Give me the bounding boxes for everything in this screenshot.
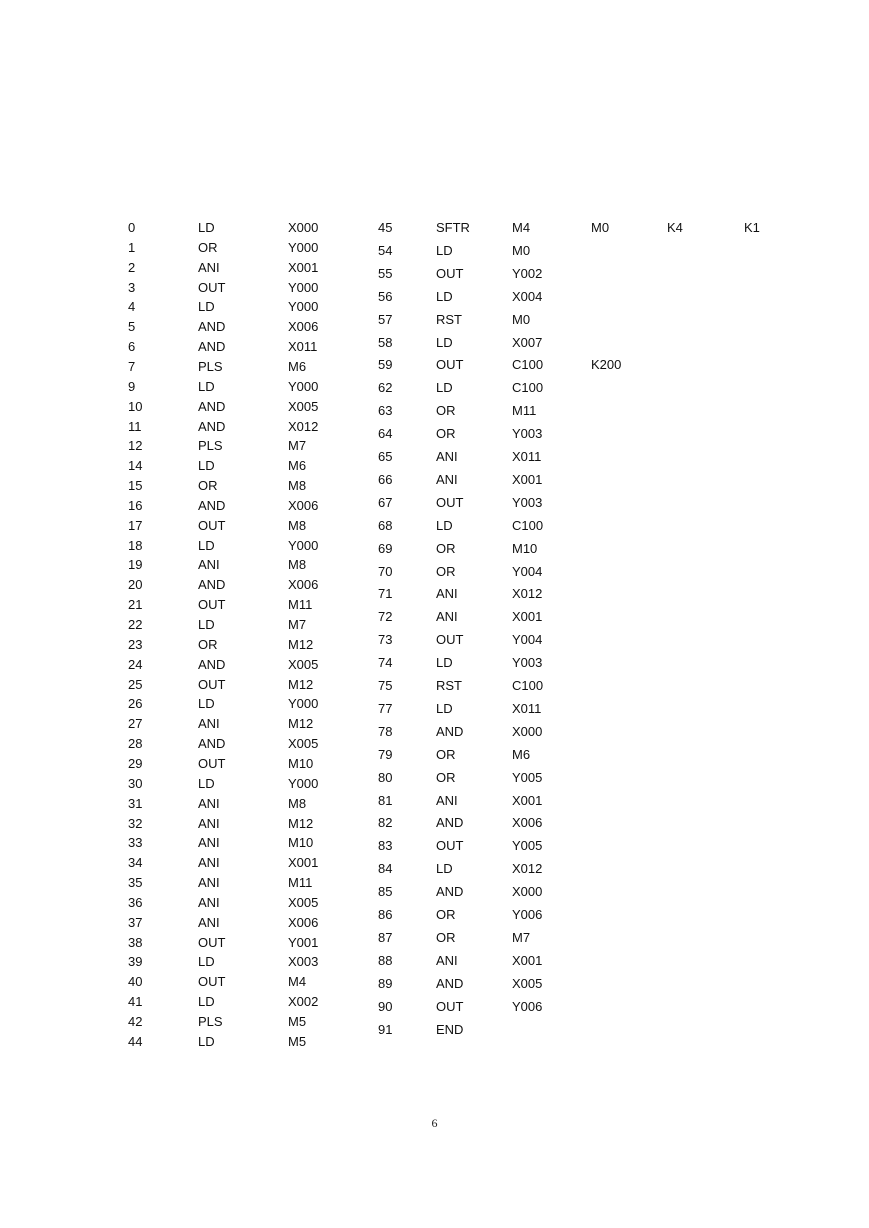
instruction-mnemonic: ANI	[436, 449, 458, 464]
step-number: 72	[378, 609, 393, 625]
step-number: 85	[378, 884, 393, 900]
step-number: 28	[128, 736, 143, 752]
instruction-operand: X006	[288, 914, 319, 930]
instruction-mnemonic: OUT	[198, 974, 226, 990]
instruction-operand: Y000	[288, 378, 319, 394]
step-number: 63	[378, 403, 393, 419]
step-number: 82	[378, 815, 393, 831]
instruction-mnemonic: LD	[198, 994, 215, 1010]
step-number: 59	[378, 357, 393, 373]
instruction-mnemonic: LD	[436, 334, 453, 350]
instruction-operand: X005	[288, 398, 319, 414]
step-number: 84	[378, 861, 393, 877]
instruction-mnemonic: LD	[198, 537, 215, 553]
step-number: 66	[378, 471, 393, 487]
step-number: 54	[378, 242, 393, 258]
step-number: 73	[378, 632, 393, 648]
step-number: 65	[378, 449, 393, 464]
instruction-mnemonic: LD	[436, 242, 453, 258]
step-number: 58	[378, 334, 393, 350]
step-number: 68	[378, 517, 393, 533]
instruction-operand: M11	[512, 403, 537, 419]
instruction-mnemonic: LD	[436, 380, 453, 396]
instruction-mnemonic: OR	[198, 636, 218, 652]
step-number: 71	[378, 586, 393, 602]
instruction-mnemonic: OR	[436, 426, 456, 442]
step-number: 23	[128, 636, 143, 652]
step-number: 42	[128, 1014, 143, 1029]
step-number: 3	[128, 279, 136, 295]
step-number: 20	[128, 577, 143, 593]
instruction-mnemonic: LD	[198, 696, 215, 712]
instruction-mnemonic: OUT	[198, 676, 226, 692]
step-number: 14	[128, 458, 143, 474]
instruction-operand: Y003	[512, 494, 543, 510]
step-number: 7	[128, 358, 136, 374]
step-number: 79	[378, 746, 393, 762]
instruction-mnemonic: ANI	[198, 855, 220, 871]
instruction-mnemonic: OR	[436, 563, 456, 579]
instruction-mnemonic: PLS	[198, 1014, 223, 1029]
step-number: 9	[128, 378, 136, 394]
instruction-operand: Y004	[512, 563, 543, 579]
instruction-mnemonic: PLS	[198, 358, 223, 374]
step-number: 17	[128, 517, 143, 533]
instruction-mnemonic: AND	[198, 497, 226, 513]
instruction-mnemonic: OUT	[198, 934, 226, 950]
instruction-mnemonic: AND	[436, 975, 464, 991]
instruction-operand: X000	[288, 220, 319, 235]
instruction-operand: X005	[288, 656, 319, 672]
instruction-operand: M0	[512, 242, 531, 258]
instruction-mnemonic: OUT	[436, 998, 464, 1014]
instruction-operand: X004	[512, 288, 543, 304]
instruction-mnemonic: AND	[436, 884, 464, 900]
instruction-mnemonic: AND	[198, 577, 226, 593]
instruction-operand: M12	[288, 815, 314, 831]
instruction-operand: Y000	[288, 299, 319, 315]
instruction-mnemonic: LD	[198, 1033, 215, 1049]
instruction-operand: Y000	[288, 239, 319, 255]
instruction-operand: Y000	[288, 696, 319, 712]
instruction-mnemonic: SFTR	[436, 220, 470, 235]
instruction-mnemonic: ANI	[198, 795, 220, 811]
instruction-operand: Y000	[288, 775, 319, 791]
instruction-operand: X001	[288, 855, 319, 871]
instruction-operand: Y003	[512, 655, 543, 671]
instruction-mnemonic: AND	[436, 723, 464, 739]
instruction-mnemonic: OUT	[198, 597, 226, 613]
instruction-operand: M8	[288, 795, 307, 811]
instruction-operand: Y005	[512, 838, 543, 854]
instruction-mnemonic: OUT	[436, 632, 464, 648]
instruction-mnemonic: OR	[436, 403, 456, 419]
instruction-mnemonic: OUT	[436, 357, 464, 373]
step-number: 77	[378, 700, 393, 716]
step-number: 10	[128, 398, 143, 414]
instruction-operand: Y001	[288, 934, 319, 950]
step-number: 31	[128, 795, 143, 811]
step-number: 25	[128, 676, 143, 692]
page-number: 6	[431, 1116, 438, 1130]
instruction-mnemonic: OUT	[198, 517, 226, 533]
instruction-mnemonic: ANI	[198, 894, 220, 910]
step-number: 62	[378, 380, 393, 396]
step-number: 29	[128, 755, 143, 771]
instruction-operand: M7	[512, 929, 531, 945]
instruction-operand: M6	[288, 458, 307, 474]
instruction-operand: M12	[288, 676, 314, 692]
step-number: 37	[128, 914, 143, 930]
instruction-mnemonic: LD	[198, 458, 215, 474]
instruction-operand: X007	[512, 334, 543, 350]
instruction-mnemonic: ANI	[198, 875, 220, 891]
instruction-listing-left	[128, 221, 368, 1051]
instruction-argument: K1	[744, 220, 760, 235]
instruction-operand: X006	[288, 497, 319, 513]
step-number: 11	[128, 418, 142, 434]
instruction-operand: M6	[512, 746, 531, 762]
instruction-operand: M10	[512, 540, 538, 556]
step-number: 80	[378, 769, 393, 785]
instruction-operand: Y005	[512, 769, 543, 785]
step-number: 44	[128, 1033, 143, 1049]
instruction-mnemonic: AND	[198, 418, 226, 434]
instruction-mnemonic: LD	[198, 378, 215, 394]
instruction-mnemonic: AND	[198, 339, 226, 355]
step-number: 87	[378, 929, 393, 945]
instruction-mnemonic: LD	[436, 288, 453, 304]
instruction-mnemonic: LD	[436, 655, 453, 671]
instruction-operand: X001	[288, 259, 319, 275]
instruction-mnemonic: OR	[436, 907, 456, 922]
instruction-operand: X001	[512, 471, 543, 487]
step-number: 27	[128, 716, 143, 732]
instruction-mnemonic: END	[436, 1021, 464, 1037]
step-number: 74	[378, 655, 393, 671]
instruction-operand: M11	[288, 597, 313, 613]
instruction-mnemonic: PLS	[198, 438, 223, 454]
instruction-mnemonic: ANI	[436, 471, 458, 487]
instruction-operand: C100	[512, 380, 544, 396]
instruction-operand: C100	[512, 517, 544, 533]
step-number: 75	[378, 678, 393, 693]
step-number: 55	[378, 265, 393, 281]
step-number: 4	[128, 299, 136, 315]
step-number: 90	[378, 998, 393, 1014]
instruction-operand: M4	[512, 220, 531, 235]
step-number: 69	[378, 540, 393, 556]
instruction-operand: M12	[288, 636, 314, 652]
instruction-operand: Y006	[512, 907, 543, 922]
step-number: 81	[378, 792, 393, 808]
instruction-mnemonic: LD	[198, 220, 215, 235]
instruction-mnemonic: ANI	[436, 586, 458, 602]
instruction-listing-right	[378, 221, 778, 1051]
instruction-mnemonic: ANI	[436, 792, 458, 808]
instruction-mnemonic: AND	[436, 815, 464, 831]
instruction-operand: X001	[512, 609, 543, 625]
instruction-operand: Y004	[512, 632, 543, 648]
instruction-mnemonic: LD	[436, 517, 453, 533]
instruction-mnemonic: AND	[198, 656, 226, 672]
step-number: 36	[128, 894, 143, 910]
step-number: 88	[378, 952, 393, 968]
instruction-mnemonic: OR	[436, 929, 456, 945]
instruction-argument: K4	[667, 220, 683, 235]
instruction-operand: X011	[512, 700, 542, 716]
instruction-operand: M6	[288, 358, 307, 374]
instruction-mnemonic: RST	[436, 678, 462, 693]
step-number: 12	[128, 438, 143, 454]
instruction-operand: M5	[288, 1033, 307, 1049]
instruction-operand: X006	[288, 577, 319, 593]
step-number: 1	[128, 239, 136, 255]
step-number: 40	[128, 974, 143, 990]
instruction-mnemonic: OUT	[198, 279, 226, 295]
instruction-operand: Y002	[512, 265, 543, 281]
step-number: 83	[378, 838, 393, 854]
step-number: 35	[128, 875, 143, 891]
instruction-mnemonic: AND	[198, 319, 226, 335]
step-number: 67	[378, 494, 393, 510]
step-number: 19	[128, 557, 143, 573]
instruction-operand: X003	[288, 954, 319, 970]
step-number: 86	[378, 907, 393, 922]
step-number: 41	[128, 994, 143, 1010]
step-number: 91	[378, 1021, 393, 1037]
instruction-mnemonic: OR	[436, 769, 456, 785]
step-number: 26	[128, 696, 143, 712]
instruction-mnemonic: OR	[198, 478, 218, 494]
step-number: 39	[128, 954, 143, 970]
instruction-argument: M0	[591, 220, 610, 235]
instruction-mnemonic: AND	[198, 736, 226, 752]
instruction-operand: X001	[512, 792, 543, 808]
instruction-operand: M8	[288, 478, 307, 494]
instruction-mnemonic: OR	[198, 239, 218, 255]
step-number: 18	[128, 537, 143, 553]
instruction-mnemonic: ANI	[198, 557, 220, 573]
instruction-operand: Y000	[288, 279, 319, 295]
instruction-operand: X011	[512, 449, 542, 464]
instruction-mnemonic: OUT	[436, 838, 464, 854]
instruction-operand: X011	[288, 339, 318, 355]
step-number: 21	[128, 597, 143, 613]
instruction-mnemonic: OUT	[436, 494, 464, 510]
step-number: 5	[128, 319, 136, 335]
instruction-operand: X000	[512, 884, 543, 900]
instruction-operand: X001	[512, 952, 543, 968]
instruction-operand: Y006	[512, 998, 543, 1014]
step-number: 70	[378, 563, 393, 579]
step-number: 33	[128, 835, 143, 851]
instruction-operand: M11	[288, 875, 313, 891]
step-number: 38	[128, 934, 143, 950]
instruction-mnemonic: LD	[198, 299, 215, 315]
instruction-mnemonic: OR	[436, 746, 456, 762]
instruction-mnemonic: ANI	[198, 835, 220, 851]
instruction-mnemonic: ANI	[198, 716, 220, 732]
instruction-operand: M10	[288, 835, 314, 851]
step-number: 64	[378, 426, 393, 442]
instruction-mnemonic: ANI	[436, 952, 458, 968]
instruction-operand: C100	[512, 357, 544, 373]
step-number: 89	[378, 975, 393, 991]
instruction-mnemonic: OUT	[198, 755, 226, 771]
instruction-operand: Y003	[512, 426, 543, 442]
instruction-mnemonic: OR	[436, 540, 456, 556]
instruction-argument: K200	[591, 357, 622, 373]
instruction-mnemonic: LD	[436, 861, 453, 877]
instruction-mnemonic: OUT	[436, 265, 464, 281]
instruction-operand: X005	[288, 894, 319, 910]
step-number: 15	[128, 478, 143, 494]
instruction-operand: M8	[288, 557, 307, 573]
instruction-operand: M10	[288, 755, 314, 771]
step-number: 0	[128, 220, 136, 235]
instruction-mnemonic: ANI	[198, 815, 220, 831]
instruction-operand: X012	[512, 586, 543, 602]
instruction-mnemonic: LD	[198, 775, 215, 791]
step-number: 78	[378, 723, 393, 739]
step-number: 24	[128, 656, 143, 672]
instruction-operand: X006	[288, 319, 319, 335]
instruction-operand: X012	[512, 861, 543, 877]
instruction-operand: M8	[288, 517, 307, 533]
instruction-mnemonic: ANI	[198, 914, 220, 930]
instruction-operand: X012	[288, 418, 319, 434]
instruction-mnemonic: LD	[198, 617, 215, 632]
instruction-operand: M4	[288, 974, 307, 990]
instruction-operand: M0	[512, 311, 531, 327]
instruction-operand: M5	[288, 1014, 307, 1029]
step-number: 45	[378, 220, 393, 235]
instruction-mnemonic: ANI	[436, 609, 458, 625]
instruction-operand: C100	[512, 678, 544, 693]
instruction-mnemonic: ANI	[198, 259, 220, 275]
instruction-operand: M12	[288, 716, 314, 732]
instruction-operand: X005	[512, 975, 543, 991]
step-number: 22	[128, 617, 143, 632]
step-number: 32	[128, 815, 143, 831]
step-number: 16	[128, 497, 143, 513]
instruction-mnemonic: LD	[436, 700, 453, 716]
instruction-operand: M7	[288, 438, 307, 454]
instruction-operand: Y000	[288, 537, 319, 553]
step-number: 2	[128, 259, 136, 275]
step-number: 34	[128, 855, 143, 871]
instruction-operand: X002	[288, 994, 319, 1010]
step-number: 57	[378, 311, 393, 327]
instruction-operand: X006	[512, 815, 543, 831]
step-number: 30	[128, 775, 143, 791]
instruction-operand: M7	[288, 617, 307, 632]
step-number: 56	[378, 288, 393, 304]
instruction-operand: X005	[288, 736, 319, 752]
instruction-operand: X000	[512, 723, 543, 739]
instruction-mnemonic: AND	[198, 398, 226, 414]
instruction-mnemonic: RST	[436, 311, 462, 327]
step-number: 6	[128, 339, 136, 355]
instruction-mnemonic: LD	[198, 954, 215, 970]
